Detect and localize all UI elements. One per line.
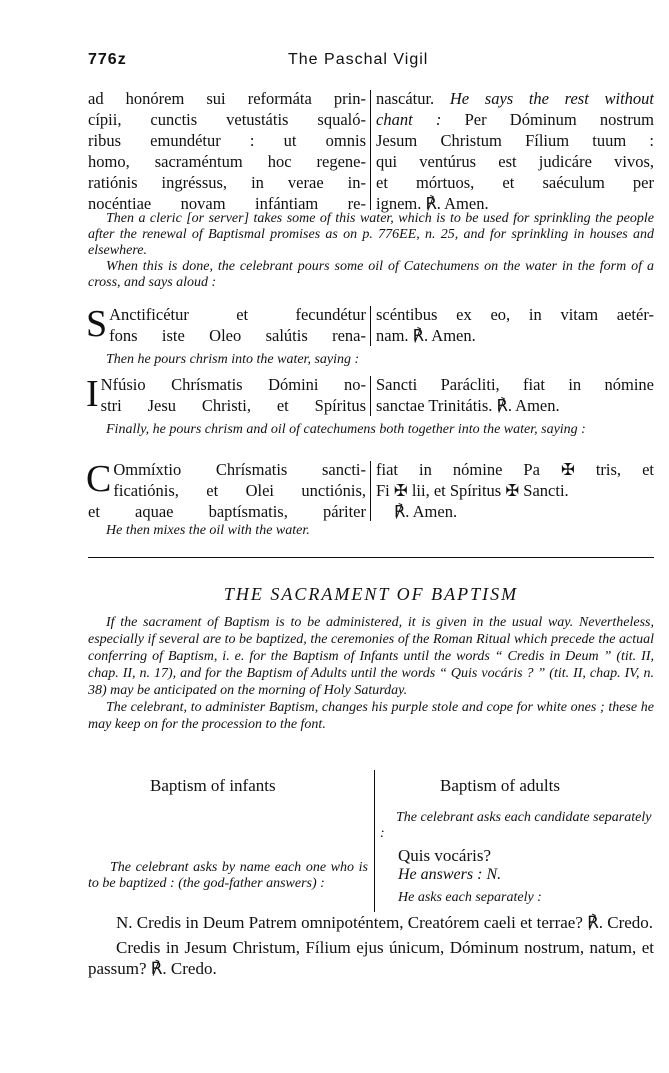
- text-line: fons iste Oleo salútis rena-: [109, 326, 366, 345]
- text-line: Sancti Parácliti, fiat in nómine: [376, 375, 654, 394]
- rubric-paragraph: [88, 211, 654, 291]
- page-number: 776z: [88, 51, 127, 68]
- rubric-text: Finally, he pours chrism and oil of catechumens both together into the water, saying :: [106, 422, 586, 437]
- text-line: homo, sacraméntum hoc regene-: [88, 152, 366, 171]
- left-column: [88, 304, 366, 346]
- baptismal-interrogation: [88, 912, 654, 983]
- text-line: ignem. ℟. Amen.: [376, 194, 489, 213]
- text-fragment: Per Dóminum nostrum: [464, 110, 654, 129]
- text-line: Nfúsio Chrísmatis Dómini no-: [100, 375, 366, 394]
- adults-rubric-2: He asks each separately :: [398, 890, 542, 905]
- text-line: [376, 88, 654, 109]
- adults-heading: Baptism of adults: [440, 776, 560, 795]
- question-paragraph: Credis in Jesum Christum, Fílium ejus únicum, Dóminum nostrum, natum, et passum? ℟. Credo.: [88, 938, 654, 978]
- intro-rubric: [88, 614, 654, 733]
- chrism-infusion-block: [88, 374, 654, 418]
- text-line: nam. ℟. Amen.: [376, 326, 476, 345]
- drop-cap: S: [86, 303, 108, 345]
- rubric-fragment: chant :: [376, 110, 442, 129]
- oil-blessing-block: [88, 304, 654, 348]
- adults-answer: He answers : N.: [398, 866, 502, 883]
- text-line: ad honórem sui reformáta prin-: [88, 89, 366, 108]
- column-rule: [370, 376, 371, 416]
- rubric-paragraph: If the sacrament of Baptism is to be administered, it is given in the usual way. Nevertheless, especially if several are to be baptized, the ceremonies of the Roman Ritual which precede the actual conferring of Baptism, i. e. for the Baptism of Infants until the words “ Credis in Deum ” (tit. II, chap. II, n. 17), and for the Baptism of Adults until the words “ Quis vocáris ? ” (tit. II, chap. IV, n. 38) may be anticipated on the morning of Holy Saturday.: [88, 615, 654, 698]
- text-line: Anctificétur et fecundétur: [109, 305, 366, 324]
- rubric-paragraph: [88, 422, 654, 438]
- question-paragraph: N. Credis in Deum Patrem omnipoténtem, Creatórem caeli et terrae? ℟. Credo.: [116, 913, 654, 932]
- column-rule: [370, 461, 371, 521]
- text-line: Fi ✠ lii, et Spíritus ✠ Sancti.: [376, 481, 569, 500]
- running-title: The Paschal Vigil: [288, 51, 429, 68]
- text-line: [376, 109, 654, 130]
- left-column: [88, 459, 366, 522]
- text-line: ratiónis ingréssus, in verae in-: [88, 173, 366, 192]
- text-line: stri Jesu Christi, et Spíritus: [100, 396, 366, 415]
- infants-rubric: The celebrant asks by name each one who is to be baptized : (the god-father answers) :: [88, 860, 368, 891]
- rubric-text: He then mixes the oil with the water.: [106, 523, 310, 538]
- right-column: [376, 88, 654, 214]
- rubric-text: Then a cleric [or server] takes some of this water, which is to be used for sprinkling the people after the renewal of Baptismal promises as on p. 776EE, n. 25, and for sprinkling in houses and elsewhere.: [88, 211, 654, 258]
- text-line: ℟. Amen.: [394, 502, 458, 521]
- rubric-fragment: He says the rest without: [449, 89, 654, 108]
- rubric-text: When this is done, the celebrant pours some oil of Catechumens on the water in the form of a cross, and says aloud :: [88, 259, 654, 290]
- rubric-paragraph: The celebrant, to administer Baptism, changes his purple stole and cope for white ones ; these he may keep on for the procession to the font.: [88, 700, 654, 732]
- column-rule: [370, 306, 371, 346]
- text-line: sanctae Trinitátis. ℟. Amen.: [376, 396, 560, 415]
- infants-heading: Baptism of infants: [150, 776, 276, 795]
- drop-cap: C: [86, 458, 112, 500]
- section-title: THE SACRAMENT OF BAPTISM: [223, 584, 519, 604]
- right-column: [376, 374, 654, 416]
- text-line: scéntibus ex eo, in vitam aetér-: [376, 305, 654, 324]
- right-column: [376, 304, 654, 346]
- rubric-paragraph: [88, 352, 654, 368]
- baptism-comparison-table: [88, 770, 654, 910]
- text-line: nocéntiae novam infántiam re-: [88, 194, 366, 213]
- adults-question: Quis vocáris?: [398, 846, 492, 865]
- rubric-paragraph: [88, 523, 654, 539]
- text-line: Ommíxtio Chrísmatis sancti-: [113, 460, 366, 479]
- text-line: Jesum Christum Fílium tuum :: [376, 131, 654, 150]
- text-line: et mórtuos, et saéculum per: [376, 173, 654, 192]
- adults-rubric: The celebrant asks each candidate separately :: [380, 810, 652, 841]
- section-divider: [88, 557, 654, 558]
- text-line: ficatiónis, et Olei unctiónis,: [113, 481, 366, 500]
- left-column: [88, 374, 366, 416]
- left-column: [88, 88, 366, 214]
- running-header: [88, 51, 654, 73]
- text-line: fiat in nómine Pa ✠ tris, et: [376, 460, 654, 479]
- right-column: [376, 459, 654, 522]
- text-line: qui ventúrus est judicáre vivos,: [376, 152, 654, 171]
- drop-cap: I: [86, 373, 99, 415]
- rubric-text: Then he pours chrism into the water, saying :: [106, 352, 360, 367]
- text-fragment: nascátur.: [376, 89, 435, 108]
- prayer-block-continuation: [88, 88, 654, 214]
- text-line: cípii, cunctis vetustátis squaló-: [88, 110, 366, 129]
- table-divider: [374, 770, 375, 912]
- commixture-block: [88, 459, 654, 525]
- text-line: ribus emundétur : ut omnis: [88, 131, 366, 150]
- column-rule: [370, 90, 371, 210]
- text-line: et aquae baptísmatis, páriter: [88, 502, 366, 521]
